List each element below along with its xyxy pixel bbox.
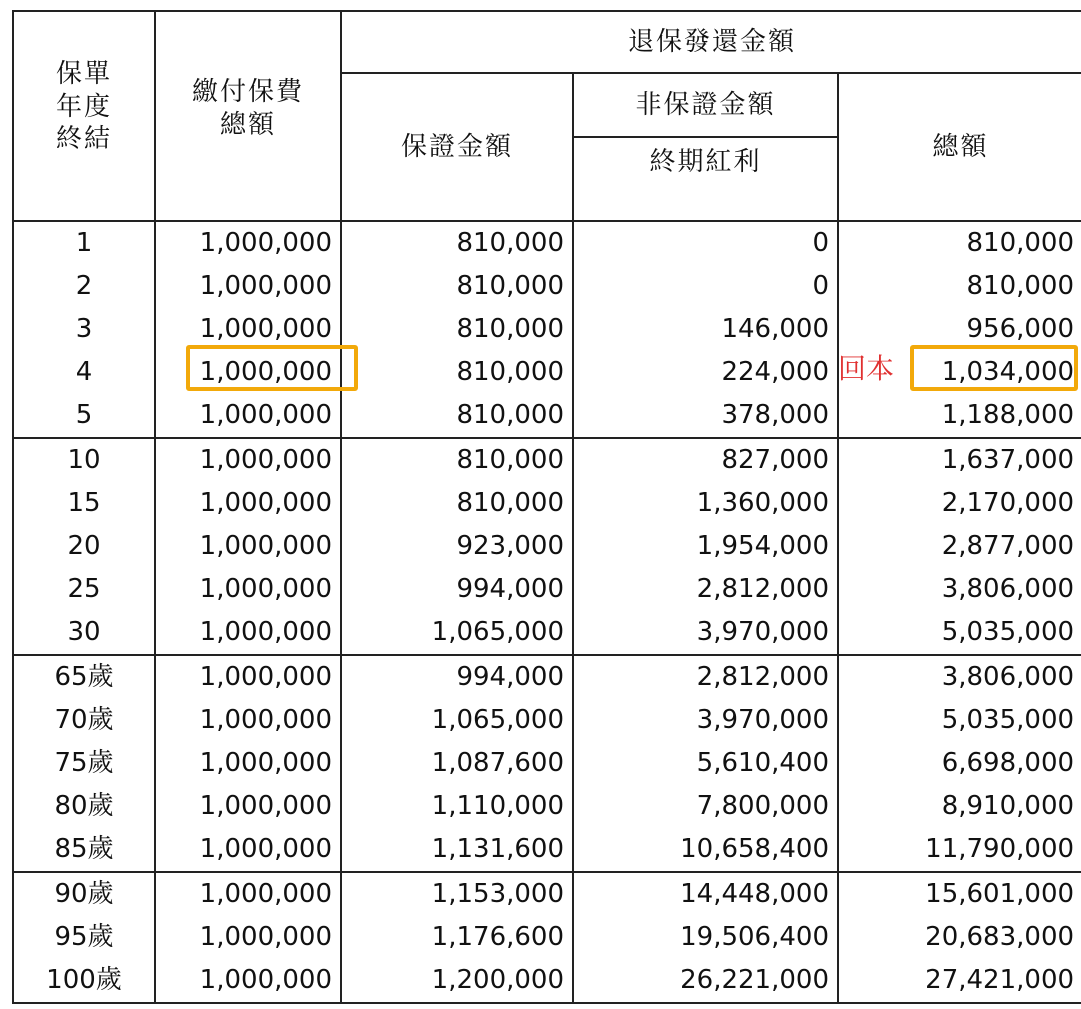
cell-terminal-bonus: 0 (573, 221, 838, 265)
cell-year: 30 (13, 611, 155, 655)
cell-total: 27,421,000 (838, 959, 1081, 1003)
cell-total: 5,035,000 (838, 611, 1081, 655)
cell-guaranteed: 994,000 (341, 655, 573, 699)
table-row (13, 699, 1081, 742)
cell-guaranteed: 923,000 (341, 525, 573, 568)
cell-total: 1,637,000 (838, 438, 1081, 482)
cell-premium-paid: 1,000,000 (155, 872, 341, 916)
table-row (13, 221, 1081, 265)
cell-premium-paid: 1,000,000 (155, 394, 341, 438)
cell-terminal-bonus: 14,448,000 (573, 872, 838, 916)
cell-guaranteed: 810,000 (341, 308, 573, 351)
cell-terminal-bonus: 146,000 (573, 308, 838, 351)
table-row (13, 351, 1081, 394)
cell-guaranteed: 1,176,600 (341, 916, 573, 959)
header-policy-year (13, 11, 155, 221)
cell-guaranteed: 1,087,600 (341, 742, 573, 785)
cell-terminal-bonus: 224,000 (573, 351, 838, 394)
cell-total: 15,601,000 (838, 872, 1081, 916)
table-row (13, 872, 1081, 916)
breakeven-annotation: 回本 (838, 352, 895, 385)
cell-terminal-bonus: 7,800,000 (573, 785, 838, 828)
cell-terminal-bonus: 1,360,000 (573, 482, 838, 525)
cell-year: 65歲 (13, 655, 155, 699)
cell-premium-paid: 1,000,000 (155, 742, 341, 785)
cell-terminal-bonus: 19,506,400 (573, 916, 838, 959)
header-surrender-value: 退保發還金額 (341, 11, 1081, 73)
cell-premium-paid: 1,000,000 (155, 655, 341, 699)
cell-total: 2,877,000 (838, 525, 1081, 568)
table-row (13, 568, 1081, 611)
cell-total: 956,000 (838, 308, 1081, 351)
cell-total: 1,188,000 (838, 394, 1081, 438)
cell-year: 2 (13, 265, 155, 308)
cell-premium-paid: 1,000,000 (155, 482, 341, 525)
table-header (13, 11, 1081, 221)
cell-guaranteed: 994,000 (341, 568, 573, 611)
header-total: 總額 (838, 73, 1081, 221)
header-non-guaranteed: 非保證金額 (573, 73, 838, 137)
cell-premium-paid: 1,000,000 (155, 785, 341, 828)
cell-guaranteed: 1,065,000 (341, 611, 573, 655)
cell-year: 25 (13, 568, 155, 611)
cell-guaranteed: 810,000 (341, 482, 573, 525)
policy-value-table (12, 10, 1081, 1004)
header-terminal-bonus: 終期紅利 (573, 137, 838, 221)
header-year-line-2: 年度 (55, 91, 112, 122)
cell-year: 90歲 (13, 872, 155, 916)
cell-total: 20,683,000 (838, 916, 1081, 959)
cell-terminal-bonus: 5,610,400 (573, 742, 838, 785)
header-year-line-1: 保單 (55, 59, 112, 89)
table-row (13, 828, 1081, 872)
table-body (13, 221, 1081, 1003)
cell-premium-paid: 1,000,000 (155, 308, 341, 351)
cell-year: 4 (13, 351, 155, 394)
cell-premium-paid: 1,000,000 (155, 221, 341, 265)
cell-guaranteed: 1,065,000 (341, 699, 573, 742)
cell-premium-paid: 1,000,000 (155, 525, 341, 568)
cell-year: 10 (13, 438, 155, 482)
cell-premium-paid: 1,000,000 (155, 351, 341, 394)
cell-year: 85歲 (13, 828, 155, 872)
cell-guaranteed: 810,000 (341, 265, 573, 308)
cell-year: 95歲 (13, 916, 155, 959)
table-row (13, 525, 1081, 568)
cell-total: 6,698,000 (838, 742, 1081, 785)
table-row (13, 611, 1081, 655)
table-row (13, 482, 1081, 525)
cell-total: 3,806,000 (838, 655, 1081, 699)
cell-total: 11,790,000 (838, 828, 1081, 872)
cell-year: 100歲 (13, 959, 155, 1003)
table-row (13, 959, 1081, 1003)
cell-premium-paid: 1,000,000 (155, 828, 341, 872)
cell-premium-paid: 1,000,000 (155, 959, 341, 1003)
cell-terminal-bonus: 378,000 (573, 394, 838, 438)
cell-guaranteed: 1,110,000 (341, 785, 573, 828)
table-row (13, 655, 1081, 699)
table-row (13, 265, 1081, 308)
cell-terminal-bonus: 26,221,000 (573, 959, 838, 1003)
header-paid-line-1: 繳付保費 (191, 77, 304, 107)
cell-total: 1,034,000 (838, 351, 1081, 394)
cell-terminal-bonus: 10,658,400 (573, 828, 838, 872)
cell-guaranteed: 810,000 (341, 394, 573, 438)
cell-year: 20 (13, 525, 155, 568)
cell-year: 70歲 (13, 699, 155, 742)
cell-guaranteed: 1,200,000 (341, 959, 573, 1003)
cell-total: 810,000 (838, 221, 1081, 265)
table-row (13, 438, 1081, 482)
cell-terminal-bonus: 1,954,000 (573, 525, 838, 568)
cell-guaranteed: 810,000 (341, 438, 573, 482)
table-row (13, 308, 1081, 351)
cell-year: 5 (13, 394, 155, 438)
cell-terminal-bonus: 0 (573, 265, 838, 308)
cell-premium-paid: 1,000,000 (155, 265, 341, 308)
header-year-line-3: 終結 (55, 124, 112, 154)
cell-premium-paid: 1,000,000 (155, 438, 341, 482)
cell-premium-paid: 1,000,000 (155, 611, 341, 655)
header-paid-line-2: 總額 (219, 109, 276, 140)
table-row (13, 916, 1081, 959)
cell-terminal-bonus: 2,812,000 (573, 568, 838, 611)
cell-premium-paid: 1,000,000 (155, 568, 341, 611)
header-guaranteed: 保證金額 (341, 73, 573, 221)
cell-guaranteed: 810,000 (341, 221, 573, 265)
table-row (13, 785, 1081, 828)
cell-premium-paid: 1,000,000 (155, 699, 341, 742)
table-row (13, 742, 1081, 785)
cell-terminal-bonus: 2,812,000 (573, 655, 838, 699)
cell-terminal-bonus: 3,970,000 (573, 699, 838, 742)
cell-total: 8,910,000 (838, 785, 1081, 828)
cell-year: 1 (13, 221, 155, 265)
cell-guaranteed: 1,131,600 (341, 828, 573, 872)
cell-total: 2,170,000 (838, 482, 1081, 525)
cell-guaranteed: 1,153,000 (341, 872, 573, 916)
cell-year: 15 (13, 482, 155, 525)
cell-guaranteed: 810,000 (341, 351, 573, 394)
cell-year: 3 (13, 308, 155, 351)
cell-total: 810,000 (838, 265, 1081, 308)
header-premium-paid (155, 11, 341, 221)
cell-premium-paid: 1,000,000 (155, 916, 341, 959)
cell-total: 5,035,000 (838, 699, 1081, 742)
cell-terminal-bonus: 3,970,000 (573, 611, 838, 655)
table-row (13, 394, 1081, 438)
cell-total: 3,806,000 (838, 568, 1081, 611)
cell-year: 80歲 (13, 785, 155, 828)
cell-year: 75歲 (13, 742, 155, 785)
cell-terminal-bonus: 827,000 (573, 438, 838, 482)
